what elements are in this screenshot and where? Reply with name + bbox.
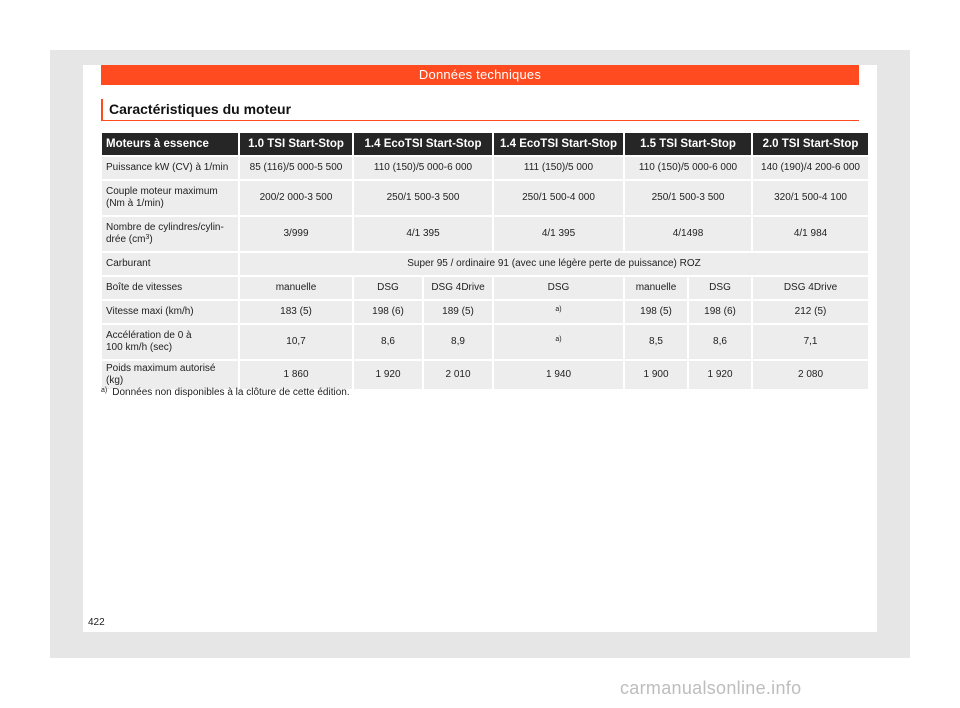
table-cell: 4/1 984	[753, 217, 868, 251]
table-row-cylinders	[102, 217, 868, 251]
table-cell: 4/1 395	[354, 217, 492, 251]
table-cell: DSG	[354, 277, 422, 299]
table-cell: 4/1498	[625, 217, 751, 251]
table-cell	[494, 301, 623, 323]
engine-spec-table	[100, 131, 870, 391]
table-cell: manuelle	[625, 277, 687, 299]
row-label-line: drée (cm	[106, 234, 146, 245]
engine-header: 2.0 TSI Start-Stop	[753, 133, 868, 155]
row-label: Puissance kW (CV) à 1/min	[102, 157, 238, 179]
table-cell: 189 (5)	[424, 301, 492, 323]
row-label: Poids maximum autorisé (kg)	[102, 361, 238, 389]
table-cell: 4/1 395	[494, 217, 623, 251]
table-cell: 200/2 000-3 500	[240, 181, 352, 215]
table-cell: DSG 4Drive	[753, 277, 868, 299]
table-row-torque	[102, 181, 868, 215]
table-cell: 85 (116)/5 000-5 500	[240, 157, 352, 179]
table-cell: Super 95 / ordinaire 91 (avec une légère perte de puissance) ROZ	[240, 253, 868, 275]
footnote-ref: a)	[555, 336, 562, 343]
table-cell: 140 (190)/4 200-6 000	[753, 157, 868, 179]
table-row-accel	[102, 325, 868, 359]
row-label-line: Couple moteur maximum	[106, 186, 218, 197]
watermark: carmanualsonline.info	[620, 678, 802, 698]
table-cell: 8,6	[354, 325, 422, 359]
row-label: Carburant	[102, 253, 238, 275]
table-cell: DSG	[689, 277, 751, 299]
table-cell: 8,6	[689, 325, 751, 359]
table-cell: 1 920	[354, 361, 422, 389]
table-cell: 3/999	[240, 217, 352, 251]
table-row-power	[102, 157, 868, 179]
footnote	[101, 387, 350, 398]
table-cell: DSG	[494, 277, 623, 299]
table-cell: 111 (150)/5 000	[494, 157, 623, 179]
table-cell: 2 080	[753, 361, 868, 389]
table-cell	[494, 325, 623, 359]
row-label	[102, 325, 238, 359]
table-cell: 1 920	[689, 361, 751, 389]
table-cell: 183 (5)	[240, 301, 352, 323]
table-cell: DSG 4Drive	[424, 277, 492, 299]
table-header-row	[102, 133, 868, 155]
table-cell: 250/1 500-3 500	[354, 181, 492, 215]
engine-header: 1.4 EcoTSI Start-Stop	[494, 133, 623, 155]
table-cell: 10,7	[240, 325, 352, 359]
row-label-line: (Nm à 1/min)	[106, 198, 164, 209]
row-label: Vitesse maxi (km/h)	[102, 301, 238, 323]
table-cell: 198 (6)	[689, 301, 751, 323]
page-number: 422	[88, 617, 105, 628]
row-label-line: Nombre de cylindres/cylin-	[106, 222, 224, 233]
table-cell: 198 (5)	[625, 301, 687, 323]
footnote-mark: a)	[101, 387, 108, 394]
row-label-end: )	[149, 234, 153, 245]
row-label	[102, 181, 238, 215]
table-cell: 110 (150)/5 000-6 000	[354, 157, 492, 179]
table-cell: 250/1 500-3 500	[625, 181, 751, 215]
table-cell: 212 (5)	[753, 301, 868, 323]
row-label	[102, 217, 238, 251]
table-row-weight	[102, 361, 868, 389]
superscript: 3	[145, 234, 150, 241]
table-cell: 1 900	[625, 361, 687, 389]
table-cell: manuelle	[240, 277, 352, 299]
section-title: Caractéristiques du moteur	[101, 99, 859, 121]
engine-header: 1.0 TSI Start-Stop	[240, 133, 352, 155]
table-cell: 1 940	[494, 361, 623, 389]
table-cell: 250/1 500-4 000	[494, 181, 623, 215]
table-cell: 8,5	[625, 325, 687, 359]
engine-header: 1.5 TSI Start-Stop	[625, 133, 751, 155]
table-row-fuel	[102, 253, 868, 275]
footnote-text: Données non disponibles à la clôture de cette édition.	[112, 387, 350, 398]
engine-header: 1.4 EcoTSI Start-Stop	[354, 133, 492, 155]
table-cell: 8,9	[424, 325, 492, 359]
table-row-gearbox	[102, 277, 868, 299]
table-cell: 2 010	[424, 361, 492, 389]
table-cell: 7,1	[753, 325, 868, 359]
table-cell: 110 (150)/5 000-6 000	[625, 157, 751, 179]
table-cell: 320/1 500-4 100	[753, 181, 868, 215]
row-label: Boîte de vitesses	[102, 277, 238, 299]
table-cell: 198 (6)	[354, 301, 422, 323]
chapter-banner: Données techniques	[101, 65, 859, 85]
corner-header: Moteurs à essence	[102, 133, 238, 155]
footnote-ref: a)	[555, 306, 562, 313]
table-row-vmax	[102, 301, 868, 323]
table-cell: 1 860	[240, 361, 352, 389]
row-label-line: Accélération de 0 à	[106, 330, 192, 341]
row-label-line: 100 km/h (sec)	[106, 342, 173, 353]
